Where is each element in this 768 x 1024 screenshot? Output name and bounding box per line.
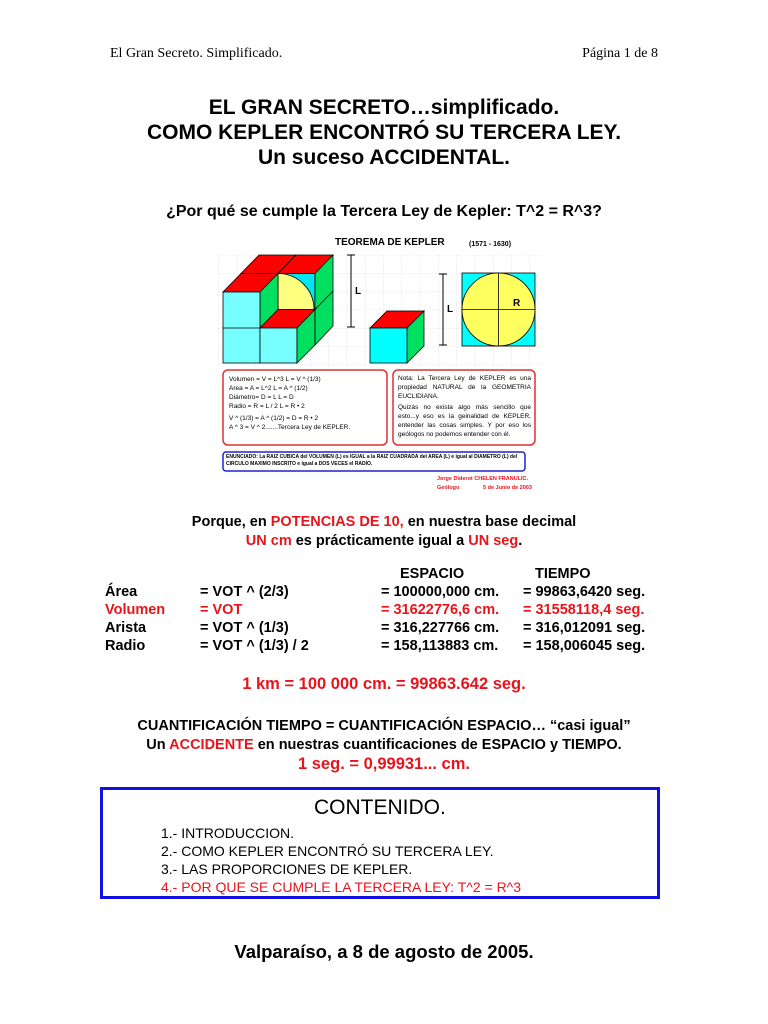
cell-tiempo: = 31558118,4 seg. (523, 602, 645, 618)
table-row (105, 584, 675, 602)
data-table (105, 584, 675, 656)
title-line-3: Un suceso ACCIDENTAL. (257, 146, 511, 169)
header-title: El Gran Secreto. Simplificado. (110, 46, 283, 61)
kepler-figure (217, 237, 543, 495)
footer-date: Valparaíso, a 8 de agosto de 2005. (234, 941, 534, 962)
toc-item[interactable]: 4.- POR QUE SE CUMPLE LA TERCERA LEY: T^2 = R^3 (161, 879, 522, 895)
inscribed-circle (462, 273, 535, 346)
table-row (105, 620, 675, 638)
figure-title: TEOREMA DE KEPLER (335, 237, 445, 248)
km-line: 1 km = 100 000 cm. = 99863.642 seg. (242, 675, 526, 693)
question: ¿Por qué se cumple la Tercera Ley de Kepler: T^2 = R^3? (166, 203, 602, 220)
page-title (0, 95, 768, 170)
cell-espacio: = 31622776,6 cm. (381, 602, 500, 618)
header-tiempo: TIEMPO (535, 566, 591, 582)
cell-name: Radio (105, 638, 146, 654)
enunciado: ENUNCIADO: La RAIZ CUBICA del VOLUMEN (L) es IGUAL a la RAIZ CUADRADA del AREA (L) e igual al DIAMETRO (L) del CIRCULO MAXIMO INSCRITO e igual a DOS VECES el RADIO. (226, 454, 518, 467)
cell-tiempo: = 316,012091 seg. (523, 620, 646, 636)
note: Nota: La Tercera Ley de KEPLER es una propiedad NATURAL de la GEOMETRIA EUCLIDIANA. Quizás no exista algo más sencillo que esto...y eso es la geinalidad de KEPLER, entender las cosas simples. Y por eso los geólogos no podemos entender con él. (398, 375, 531, 438)
toc-item[interactable]: 3.- LAS PROPORCIONES DE KEPLER. (161, 861, 413, 877)
intro: Porque, en POTENCIAS DE 10, en nuestra base decimal UN cm es prácticamente igual a UN seg. (191, 514, 577, 549)
title-line-2: COMO KEPLER ENCONTRÓ SU TERCERA LEY. (146, 121, 622, 144)
cell-tiempo: = 158,006045 seg. (523, 638, 646, 654)
cell-formula: = VOT ^ (1/3) / 2 (200, 638, 309, 654)
label-l-2: L (447, 304, 454, 315)
toc-item[interactable]: 1.- INTRODUCCION. (161, 825, 294, 841)
label-r: R (513, 298, 521, 309)
cell-espacio: = 316,227766 cm. (381, 620, 500, 636)
table-row (105, 602, 675, 620)
cell-name: Área (105, 584, 138, 600)
cell-tiempo: = 99863,6420 seg. (523, 584, 646, 600)
cell-name: Arista (105, 620, 147, 636)
table-row (105, 638, 675, 656)
figure-years: (1571 - 1630) (469, 241, 512, 248)
header-page-number: Página 1 de 8 (582, 46, 658, 61)
cell-espacio: = 100000,000 cm. (381, 584, 500, 600)
toc-item[interactable]: 2.- COMO KEPLER ENCONTRÓ SU TERCERA LEY. (161, 843, 494, 859)
cuantificacion: CUANTIFICACIÓN TIEMPO = CUANTIFICACIÓN ESPACIO… “casi igual” Un ACCIDENTE en nuestras cuantificaciones de ESPACIO y TIEMPO. 1 seg. = 0,99931... cm. (137, 718, 631, 773)
cell-formula: = VOT (200, 602, 243, 618)
header-espacio: ESPACIO (400, 566, 465, 582)
cell-formula: = VOT ^ (1/3) (200, 620, 289, 636)
formulas: Volumen = V = L^3 L = V ^ (1/3) Area = A = L^2 L = A ^ (1/2) Diámetro= D = L L = D Radio = R = L / 2 L = R • 2 V ^ (1/3) = A ^ (1/2) = D = R • 2 A ^ 3 = V ^ 2.......Tercera Ley de KEPLER. (229, 376, 351, 431)
author-role: Geólogo (437, 485, 460, 491)
cell-espacio: = 158,113883 cm. (381, 638, 499, 654)
label-l-1: L (355, 286, 362, 297)
cell-name: Volumen (105, 602, 166, 618)
author-date: 5 de Junio de 2003 (483, 485, 532, 491)
title-line-1: EL GRAN SECRETO…simplificado. (208, 96, 560, 119)
cell-formula: = VOT ^ (2/3) (200, 584, 289, 600)
contenido-title: CONTENIDO. (314, 796, 446, 819)
author: Jorge Diderot CHELEN FRANULIC. (437, 476, 529, 482)
contenido-box (100, 787, 660, 899)
contenido-list (161, 824, 521, 896)
